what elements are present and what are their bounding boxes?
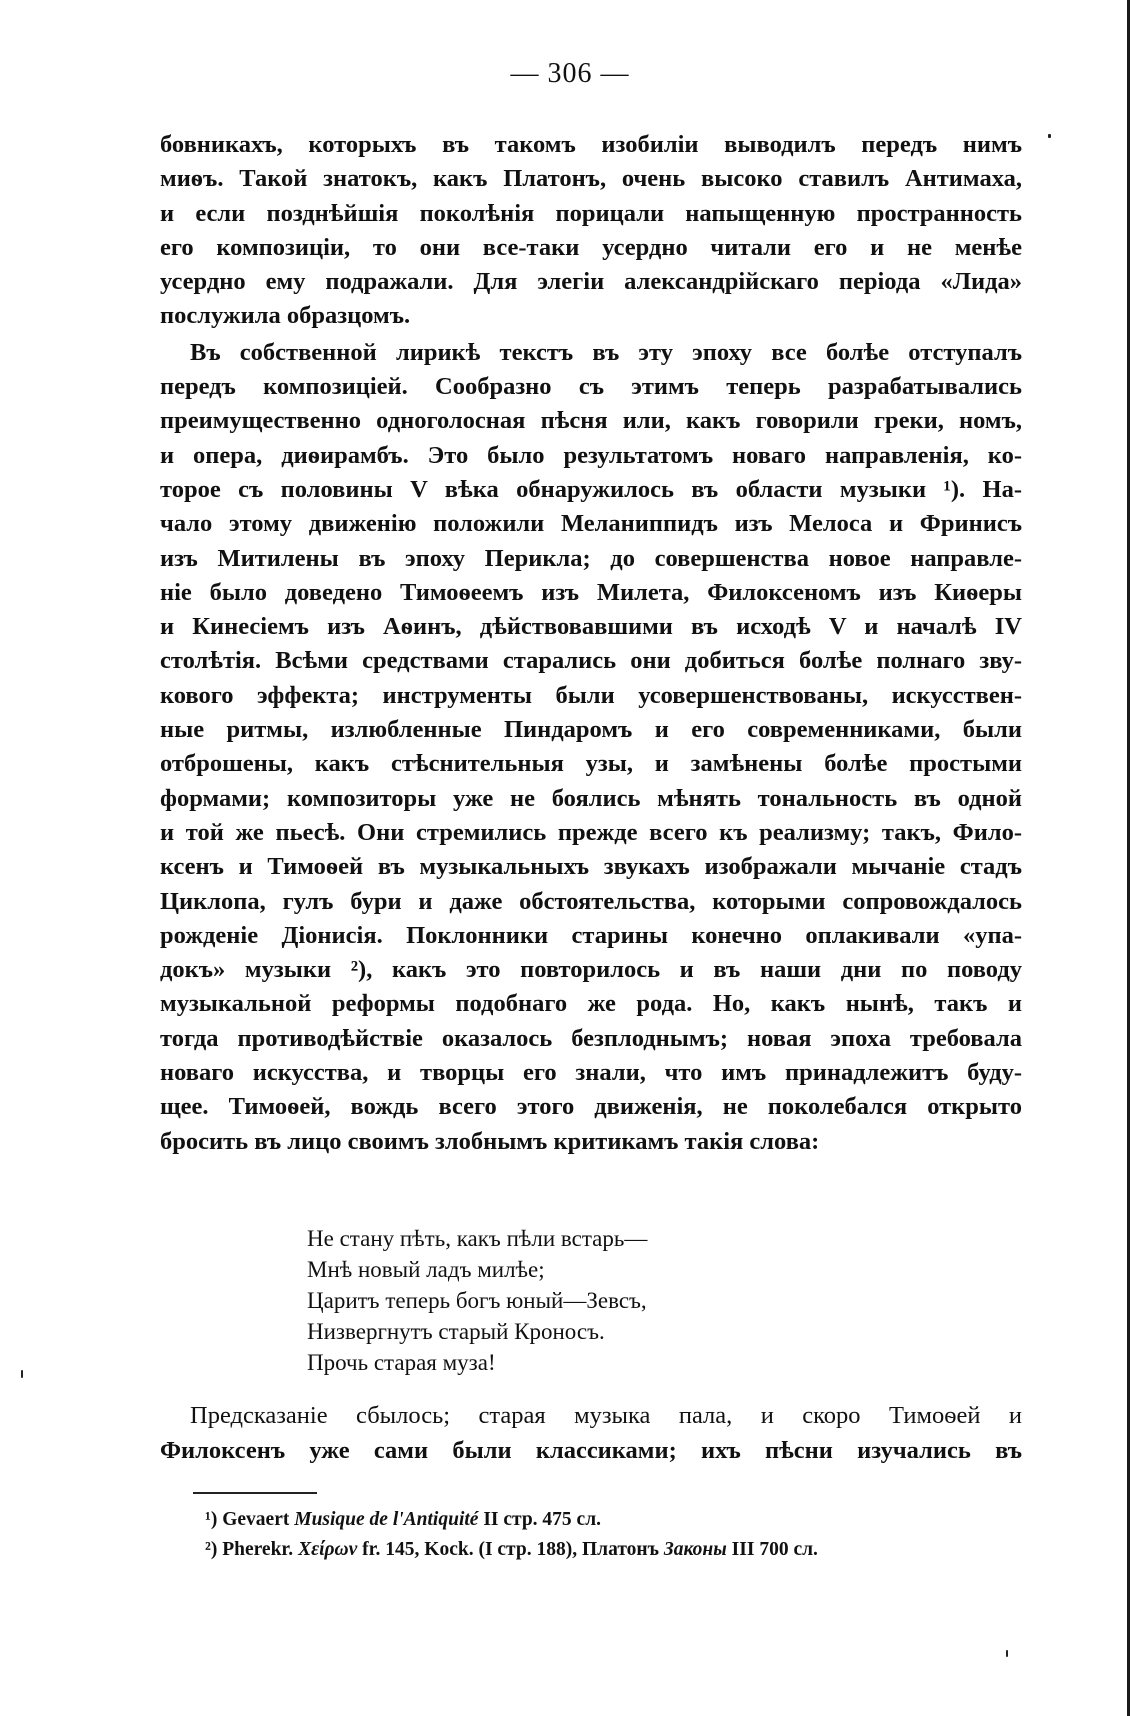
text-line: рожденіе Діонисія. Поклонники старины конечно оплакивали «упа-: [160, 921, 1022, 949]
text-line: ксенъ и Тимоѳей въ музыкальныхъ звукахъ изображали мычаніе стадъ: [160, 853, 1022, 881]
verse-quote: [307, 1223, 647, 1378]
text-line: усердно ему подражали. Для элегіи александрійскаго періода «Лида»: [160, 268, 1022, 296]
text-line: и Кинесіемъ изъ Аѳинъ, дѣйствовавшими въ исходѣ V и началѣ IV: [160, 613, 1022, 641]
page-edge-line: [1127, 0, 1130, 1716]
text-line: бовникахъ, которыхъ въ такомъ изобиліи выводилъ передъ нимъ: [160, 131, 1022, 158]
text-line: преимущественно одноголосная пѣсня или, какъ говорили греки, номъ,: [160, 407, 1022, 435]
text-line: торое съ половины V вѣка обнаружилось въ области музыки ¹). На-: [160, 475, 1022, 503]
footnote-1: [205, 1505, 1025, 1535]
page-number: — 306 —: [510, 58, 630, 89]
text-line: бросить въ лицо своимъ злобнымъ критикамъ такія слова:: [160, 1127, 820, 1155]
verse-line: Царитъ теперь богъ юный—Зевсъ,: [307, 1288, 647, 1313]
footnote-title: Законы: [663, 1539, 727, 1560]
text-line: и той же пьесѣ. Они стремились прежде всего къ реализму; такъ, Фило-: [160, 818, 1022, 846]
footnote-ref: fr. 145, Kock. (I стр. 188), Платонъ: [362, 1539, 659, 1560]
text-line: Филоксенъ уже сами были классиками; ихъ пѣсни изучались въ: [160, 1437, 1022, 1464]
text-line: передъ композиціей. Сообразно съ этимъ теперь разрабатывались: [160, 373, 1022, 401]
scan-speck: [21, 1370, 23, 1378]
text-line: музыкальной реформы подобнаго же рода. Но, какъ нынѣ, такъ и: [160, 990, 1022, 1018]
footnote-title: Musique de l'Antiquité: [294, 1509, 479, 1530]
verse-line: Мнѣ новый ладъ милѣе;: [307, 1257, 545, 1282]
text-line: и если позднѣйшія поколѣнія порицали напыщенную пространность: [160, 199, 1022, 227]
footnote-mark: ¹): [205, 1509, 218, 1530]
text-line: докъ» музыки ²), какъ это повторилось и въ наши дни по поводу: [160, 956, 1022, 984]
footnote-2: [205, 1535, 1025, 1565]
text-line: его композиціи, то они все-таки усердно читали его и не менѣе: [160, 233, 1022, 261]
text-line: послужила образцомъ.: [160, 302, 411, 330]
footnote-ref: III 700 сл.: [731, 1539, 818, 1560]
text-line: ные ритмы, излюбленные Пиндаромъ и его современниками, были: [160, 716, 1022, 744]
text-line: и опера, диѳирамбъ. Это было результатомъ новаго направленія, ко-: [160, 441, 1022, 469]
text-line: ніе было доведено Тимоѳеемъ изъ Милета, Филоксеномъ изъ Киѳеры: [160, 578, 1022, 606]
footnote-divider: [193, 1492, 317, 1494]
text-line: новаго искусства, и творцы его знали, что имъ принадлежитъ буду-: [160, 1059, 1022, 1087]
text-line: формами; композиторы уже не боялись мѣнять тональность въ одной: [160, 784, 1022, 812]
scan-speck: [1006, 1650, 1008, 1657]
text-line: чало этому движенію положили Меланиппидъ изъ Мелоса и Фринисъ: [160, 510, 1022, 538]
verse-line: Низвергнутъ старый Кроносъ.: [307, 1319, 605, 1344]
text-line: Предсказаніе сбылось; старая музыка пала, и скоро Тимоѳей и: [190, 1402, 1022, 1429]
text-line: щее. Тимоѳей, вождь всего этого движенія, не поколебался открыто: [160, 1093, 1022, 1121]
footnote-mark: ²): [205, 1539, 218, 1560]
text-line: миѳъ. Такой знатокъ, какъ Платонъ, очень высоко ставилъ Антимаха,: [160, 165, 1022, 193]
main-text: [160, 128, 1022, 1159]
text-line: Циклопа, гулъ бури и даже обстоятельства, которыми сопровождалось: [160, 887, 1022, 915]
text-line: тогда противодѣйствіе оказалось безплоднымъ; новая эпоха требовала: [160, 1024, 1022, 1052]
text-line: столѣтія. Всѣми средствами старались они добиться болѣе полнаго зву-: [160, 647, 1022, 675]
text-line: изъ Митилены въ эпоху Перикла; до совершенства новое направле-: [160, 544, 1022, 572]
footnotes: [205, 1505, 1025, 1565]
verse-line: Прочь старая муза!: [307, 1350, 496, 1375]
footnote-author: Gevaert: [222, 1509, 290, 1530]
text-line: кового эффекта; инструменты были усовершенствованы, искусствен-: [160, 681, 1022, 709]
footnote-ref: II стр. 475 сл.: [483, 1509, 602, 1530]
footnote-author: Pherekr.: [222, 1539, 294, 1560]
text-line: Въ собственной лирикѣ текстъ въ эту эпоху все болѣе отступалъ: [190, 338, 1022, 366]
footnote-title: Χείρων: [298, 1539, 358, 1560]
text-line: отброшены, какъ стѣснительныя узы, и замѣнены болѣе простыми: [160, 750, 1022, 778]
verse-line: Не стану пѣть, какъ пѣли встарь—: [307, 1226, 648, 1251]
closing-text: [160, 1398, 1022, 1468]
scan-speck: [1048, 134, 1051, 138]
